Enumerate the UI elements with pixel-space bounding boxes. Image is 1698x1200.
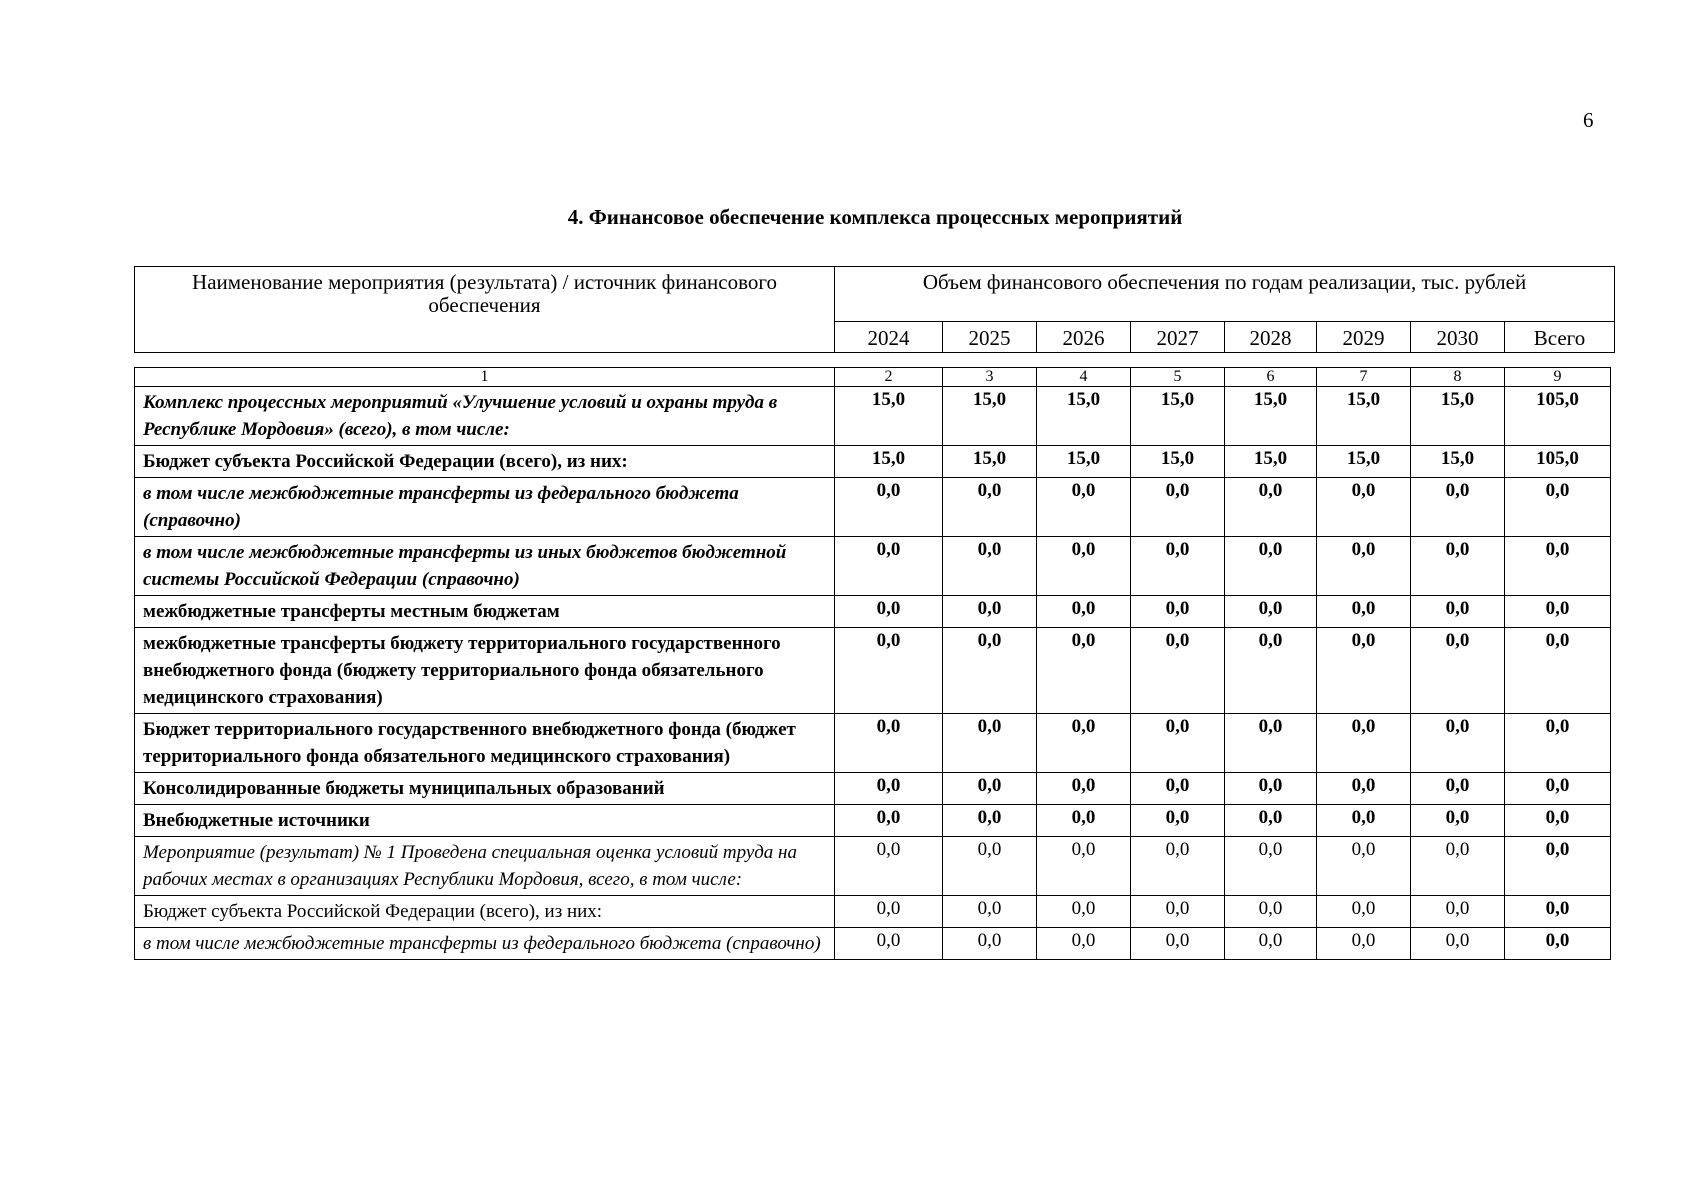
row-total-value: 105,0	[1505, 446, 1611, 478]
row-label: Внебюджетные источники	[135, 805, 835, 837]
row-year-value: 15,0	[1225, 446, 1317, 478]
column-number: 6	[1225, 368, 1317, 387]
row-year-value: 0,0	[1131, 628, 1225, 714]
row-year-value: 0,0	[943, 628, 1037, 714]
row-year-value: 0,0	[1317, 805, 1411, 837]
row-year-value: 15,0	[943, 446, 1037, 478]
row-label: Комплекс процессных мероприятий «Улучшение условий и охраны труда в Республике Мордовия» (всего), в том числе:	[135, 387, 835, 446]
row-year-value: 0,0	[1131, 537, 1225, 596]
column-number: 2	[835, 368, 943, 387]
table-row	[135, 537, 1611, 596]
table-row	[135, 596, 1611, 628]
table-row	[135, 446, 1611, 478]
column-number: 1	[135, 368, 835, 387]
row-year-value: 15,0	[1131, 446, 1225, 478]
row-year-value: 0,0	[835, 478, 943, 537]
row-year-value: 0,0	[835, 537, 943, 596]
row-year-value: 0,0	[1131, 773, 1225, 805]
row-year-value: 0,0	[1037, 478, 1131, 537]
row-year-value: 0,0	[1131, 896, 1225, 928]
table-row	[135, 387, 1611, 446]
row-year-value: 15,0	[1411, 387, 1505, 446]
header-year: 2025	[943, 322, 1037, 353]
table-row	[135, 805, 1611, 837]
row-year-value: 0,0	[943, 537, 1037, 596]
row-year-value: 0,0	[1225, 773, 1317, 805]
row-year-value: 15,0	[1411, 446, 1505, 478]
header-year: 2026	[1037, 322, 1131, 353]
column-number: 3	[943, 368, 1037, 387]
table-row	[135, 478, 1611, 537]
row-year-value: 15,0	[1225, 387, 1317, 446]
row-year-value: 0,0	[1411, 896, 1505, 928]
row-year-value: 0,0	[1225, 628, 1317, 714]
page-number: 6	[1583, 108, 1594, 132]
row-year-value: 0,0	[1317, 928, 1411, 960]
table-row	[135, 714, 1611, 773]
row-year-value: 0,0	[1411, 478, 1505, 537]
row-total-value: 0,0	[1505, 628, 1611, 714]
header-funding-group: Объем финансового обеспечения по годам реализации, тыс. рублей	[835, 267, 1615, 322]
row-year-value: 15,0	[1317, 446, 1411, 478]
row-year-value: 0,0	[1037, 805, 1131, 837]
financing-table	[134, 367, 1611, 960]
row-year-value: 0,0	[1037, 928, 1131, 960]
row-label: Бюджет субъекта Российской Федерации (всего), из них:	[135, 896, 835, 928]
row-year-value: 0,0	[943, 896, 1037, 928]
row-year-value: 0,0	[835, 773, 943, 805]
row-year-value: 0,0	[835, 837, 943, 896]
column-number: 5	[1131, 368, 1225, 387]
row-label: межбюджетные трансферты бюджету территориального государственного внебюджетного фонда (бюджету территориального фонда обязательного медицинского страхования)	[135, 628, 835, 714]
row-total-value: 0,0	[1505, 773, 1611, 805]
row-year-value: 0,0	[1317, 596, 1411, 628]
row-year-value: 0,0	[1411, 773, 1505, 805]
header-year: 2030	[1411, 322, 1505, 353]
row-year-value: 15,0	[835, 446, 943, 478]
row-year-value: 0,0	[1317, 837, 1411, 896]
row-total-value: 105,0	[1505, 387, 1611, 446]
row-year-value: 15,0	[1037, 446, 1131, 478]
table-row	[135, 896, 1611, 928]
column-number: 7	[1317, 368, 1411, 387]
column-number: 8	[1411, 368, 1505, 387]
row-year-value: 0,0	[1037, 714, 1131, 773]
row-label: Мероприятие (результат) № 1 Проведена специальная оценка условий труда на рабочих местах в организациях Республики Мордовия, всего, в том числе:	[135, 837, 835, 896]
row-year-value: 0,0	[835, 628, 943, 714]
row-year-value: 0,0	[943, 928, 1037, 960]
row-year-value: 0,0	[1317, 714, 1411, 773]
row-year-value: 0,0	[1317, 896, 1411, 928]
row-year-value: 0,0	[1317, 478, 1411, 537]
row-year-value: 15,0	[835, 387, 943, 446]
row-year-value: 0,0	[1225, 714, 1317, 773]
row-year-value: 0,0	[835, 896, 943, 928]
table-row	[135, 928, 1611, 960]
row-year-value: 0,0	[1225, 896, 1317, 928]
column-number: 9	[1505, 368, 1611, 387]
row-year-value: 15,0	[943, 387, 1037, 446]
row-label: Бюджет субъекта Российской Федерации (всего), из них:	[135, 446, 835, 478]
table-header	[134, 266, 1615, 353]
row-year-value: 0,0	[1131, 596, 1225, 628]
row-year-value: 0,0	[1411, 805, 1505, 837]
row-year-value: 0,0	[1225, 928, 1317, 960]
header-year: 2027	[1131, 322, 1225, 353]
row-year-value: 0,0	[943, 596, 1037, 628]
row-year-value: 0,0	[1411, 628, 1505, 714]
table-row	[135, 837, 1611, 896]
row-total-value: 0,0	[1505, 478, 1611, 537]
row-year-value: 0,0	[943, 773, 1037, 805]
header-name-column: Наименование мероприятия (результата) / источник финансового обеспечения	[135, 267, 835, 353]
row-year-value: 0,0	[1037, 837, 1131, 896]
row-year-value: 0,0	[1411, 837, 1505, 896]
row-year-value: 0,0	[1131, 805, 1225, 837]
row-total-value: 0,0	[1505, 928, 1611, 960]
row-label: в том числе межбюджетные трансферты из федерального бюджета (справочно)	[135, 478, 835, 537]
row-year-value: 15,0	[1037, 387, 1131, 446]
row-year-value: 0,0	[835, 928, 943, 960]
row-label: Консолидированные бюджеты муниципальных образований	[135, 773, 835, 805]
row-total-value: 0,0	[1505, 896, 1611, 928]
table-row	[135, 773, 1611, 805]
row-year-value: 15,0	[1317, 387, 1411, 446]
header-year: 2024	[835, 322, 943, 353]
row-year-value: 0,0	[1411, 928, 1505, 960]
row-year-value: 0,0	[835, 805, 943, 837]
row-year-value: 0,0	[1317, 537, 1411, 596]
row-year-value: 0,0	[835, 714, 943, 773]
row-year-value: 0,0	[1225, 596, 1317, 628]
row-year-value: 0,0	[1131, 714, 1225, 773]
row-year-value: 0,0	[1411, 596, 1505, 628]
section-title: 4. Финансовое обеспечение комплекса процессных мероприятий	[567, 205, 1183, 229]
row-year-value: 0,0	[943, 805, 1037, 837]
row-label: межбюджетные трансферты местным бюджетам	[135, 596, 835, 628]
row-year-value: 0,0	[1131, 478, 1225, 537]
row-year-value: 0,0	[1411, 714, 1505, 773]
row-year-value: 0,0	[1131, 837, 1225, 896]
row-total-value: 0,0	[1505, 714, 1611, 773]
row-label: в том числе межбюджетные трансферты из федерального бюджета (справочно)	[135, 928, 835, 960]
column-numbers-row	[135, 368, 1611, 387]
row-year-value: 0,0	[1037, 773, 1131, 805]
row-year-value: 0,0	[1225, 805, 1317, 837]
row-year-value: 0,0	[1037, 896, 1131, 928]
row-label: в том числе межбюджетные трансферты из иных бюджетов бюджетной системы Российской Федерации (справочно)	[135, 537, 835, 596]
row-year-value: 0,0	[943, 714, 1037, 773]
row-year-value: 0,0	[1317, 628, 1411, 714]
row-year-value: 0,0	[943, 837, 1037, 896]
row-year-value: 0,0	[1317, 773, 1411, 805]
row-total-value: 0,0	[1505, 596, 1611, 628]
row-year-value: 0,0	[1411, 537, 1505, 596]
row-year-value: 0,0	[1037, 537, 1131, 596]
table-row	[135, 628, 1611, 714]
header-total: Всего	[1505, 322, 1615, 353]
row-total-value: 0,0	[1505, 837, 1611, 896]
row-year-value: 15,0	[1131, 387, 1225, 446]
row-total-value: 0,0	[1505, 805, 1611, 837]
row-year-value: 0,0	[1037, 628, 1131, 714]
row-year-value: 0,0	[943, 478, 1037, 537]
row-total-value: 0,0	[1505, 537, 1611, 596]
row-year-value: 0,0	[1225, 478, 1317, 537]
row-label: Бюджет территориального государственного внебюджетного фонда (бюджет территориального фонда обязательного медицинского страхования)	[135, 714, 835, 773]
column-number: 4	[1037, 368, 1131, 387]
header-year: 2028	[1225, 322, 1317, 353]
row-year-value: 0,0	[1225, 837, 1317, 896]
row-year-value: 0,0	[835, 596, 943, 628]
row-year-value: 0,0	[1225, 537, 1317, 596]
header-year: 2029	[1317, 322, 1411, 353]
row-year-value: 0,0	[1037, 596, 1131, 628]
row-year-value: 0,0	[1131, 928, 1225, 960]
